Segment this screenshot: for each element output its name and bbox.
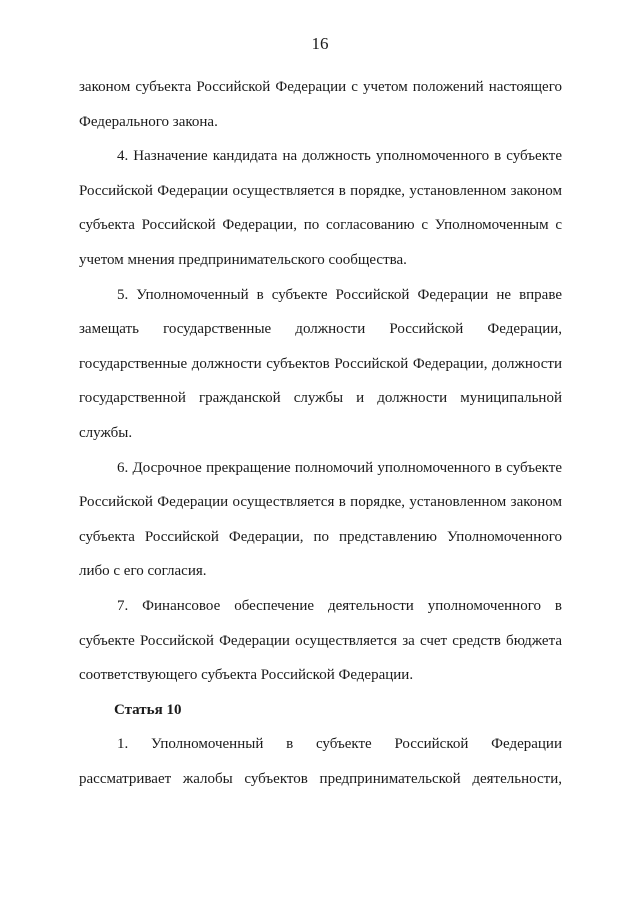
article-heading: Статья 10	[114, 701, 182, 718]
paragraph-7: 7. Финансовое обеспечение деятельности уполномоченного в субъекте Российской Федерации осуществляется за счет средств бюджета соответствующего субъекта Российской Федерации.	[79, 597, 562, 684]
document-body	[79, 70, 562, 796]
article-10-paragraph-1: 1. Уполномоченный в субъекте Российской Федерации рассматривает жалобы субъектов предпринимательской деятельности,	[79, 736, 562, 787]
paragraph-5: 5. Уполномоченный в субъекте Российской Федерации не вправе замещать государственные должности Российской Федерации, государственные должности субъектов Российской Федерации, должности государственной гражданской службы и должности муниципальной службы.	[79, 286, 562, 441]
paragraph-4: 4. Назначение кандидата на должность уполномоченного в субъекте Российской Федерации осуществляется в порядке, установленном законом субъекта Российской Федерации, по согласованию с Уполномоченным с учетом мнения предпринимательского сообщества.	[79, 148, 562, 268]
page-number: 16	[311, 34, 329, 53]
paragraph-6: 6. Досрочное прекращение полномочий уполномоченного в субъекте Российской Федерации осуществляется в порядке, установленном законом субъекта Российской Федерации, по представлению Уполномоченного либо с его согласия.	[79, 459, 562, 580]
paragraph-3-continuation: законом субъекта Российской Федерации с учетом положений настоящего Федерального закона.	[79, 79, 562, 130]
